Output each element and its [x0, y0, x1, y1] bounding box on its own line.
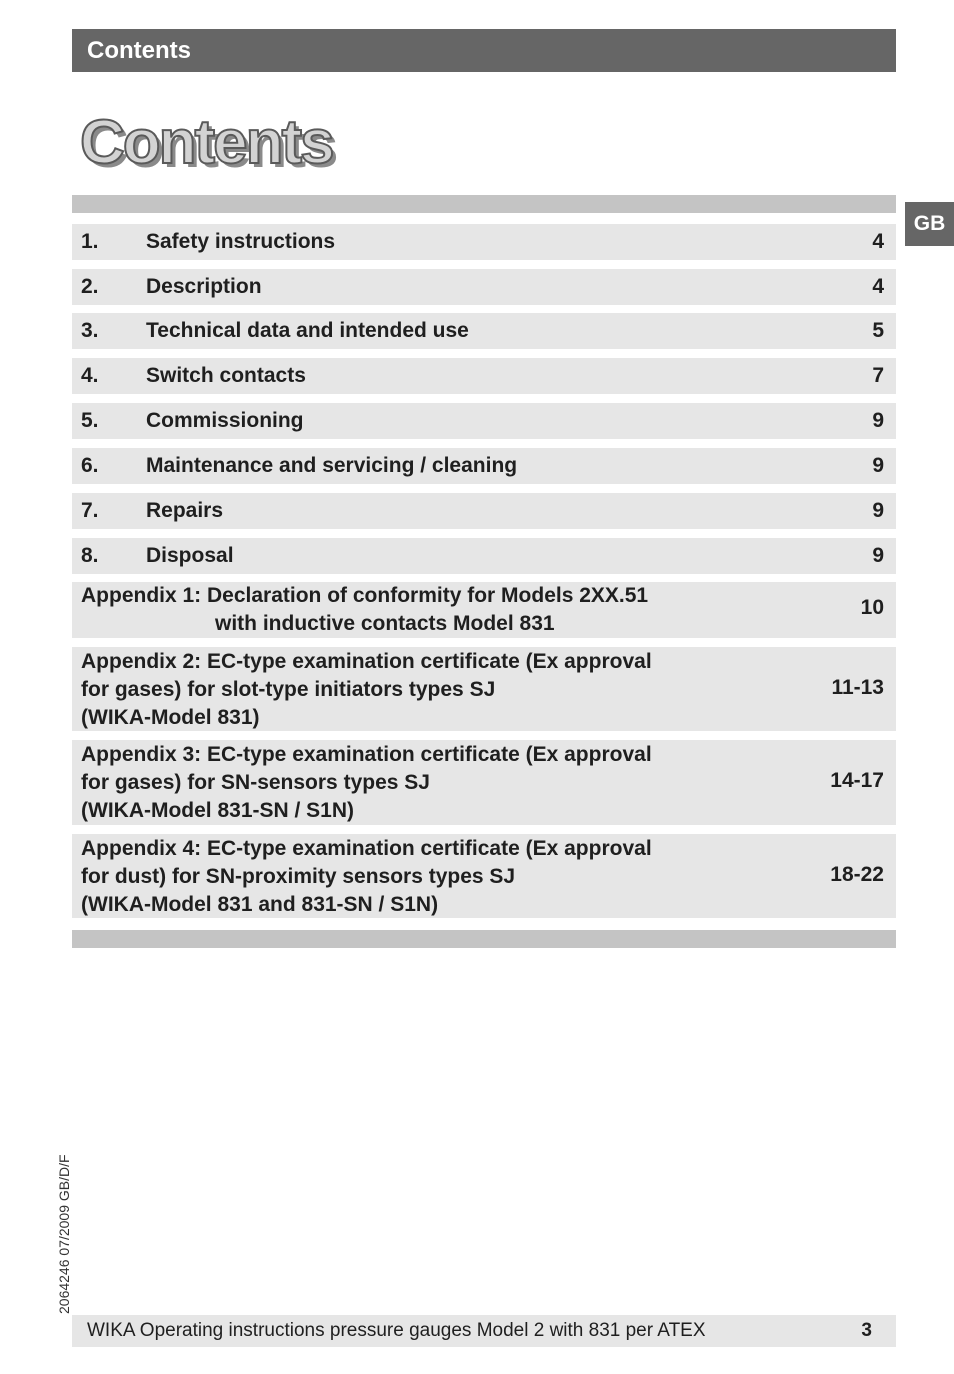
- toc-title: Safety instructions: [146, 230, 336, 253]
- toc-row-7[interactable]: [72, 493, 896, 529]
- toc-page: 7: [872, 364, 884, 387]
- toc-top-rule: [72, 195, 896, 213]
- toc-number: 7.: [81, 499, 99, 522]
- toc-number: 8.: [81, 544, 99, 567]
- appendix-text: [81, 835, 652, 919]
- toc-row-1[interactable]: [72, 224, 896, 260]
- appendix-line: for dust) for SN-proximity sensors types SJ: [81, 865, 516, 888]
- toc-page: 11-13: [831, 676, 884, 699]
- toc-row-2[interactable]: [72, 269, 896, 305]
- toc-title: Description: [146, 275, 262, 298]
- page-number: 3: [861, 1320, 872, 1341]
- footer-bar: [72, 1315, 896, 1347]
- toc-appendix-1[interactable]: [72, 582, 896, 638]
- appendix-line: (WIKA-Model 831-SN / S1N): [81, 799, 355, 822]
- toc-row-8[interactable]: [72, 538, 896, 574]
- toc-number: 4.: [81, 364, 99, 387]
- toc-number: 6.: [81, 454, 99, 477]
- appendix-line: Appendix 1: Declaration of conformity for Models 2XX.51: [81, 584, 649, 607]
- appendix-text: [81, 582, 648, 638]
- appendix-line: for gases) for slot-type initiators types SJ: [81, 678, 496, 701]
- appendix-line: Appendix 2: EC-type examination certificate (Ex approval: [81, 650, 652, 673]
- toc-number: 2.: [81, 275, 99, 298]
- toc-page: 9: [872, 454, 884, 477]
- appendix-line: with inductive contacts Model 831: [215, 612, 555, 635]
- toc-page: 14-17: [830, 769, 884, 792]
- toc-page: 18-22: [830, 863, 884, 886]
- toc-title: Maintenance and servicing / cleaning: [146, 454, 518, 477]
- appendix-line: (WIKA-Model 831): [81, 706, 260, 729]
- appendix-text: [81, 648, 652, 732]
- toc-row-5[interactable]: [72, 403, 896, 439]
- section-header-title: Contents: [87, 37, 191, 64]
- toc-page: 9: [872, 409, 884, 432]
- toc-appendix-2[interactable]: [72, 647, 896, 731]
- document-code: 2064246 07/2009 GB/D/F: [56, 1154, 72, 1314]
- toc-title: Disposal: [146, 544, 234, 567]
- toc-page: 4: [872, 275, 884, 298]
- language-tab[interactable]: GB: [905, 202, 954, 246]
- appendix-line: (WIKA-Model 831 and 831-SN / S1N): [81, 893, 439, 916]
- toc-number: 1.: [81, 230, 99, 253]
- toc-row-3[interactable]: [72, 313, 896, 349]
- toc-number: 3.: [81, 319, 99, 342]
- toc-page: 10: [860, 596, 884, 619]
- toc-title: Technical data and intended use: [146, 319, 469, 342]
- toc-page: 4: [872, 230, 884, 253]
- toc-row-4[interactable]: [72, 358, 896, 394]
- toc-bottom-rule: [72, 930, 896, 948]
- toc-title: Switch contacts: [146, 364, 306, 387]
- section-header-bar: [72, 29, 896, 72]
- toc-title: Commissioning: [146, 409, 304, 432]
- page-title: Contents: [80, 108, 333, 177]
- toc-page: 5: [872, 319, 884, 342]
- toc-appendix-3[interactable]: [72, 740, 896, 825]
- footer-text: WIKA Operating instructions pressure gauges Model 2 with 831 per ATEX: [87, 1320, 706, 1341]
- toc-row-6[interactable]: [72, 448, 896, 484]
- toc-page: 9: [872, 499, 884, 522]
- toc-page: 9: [872, 544, 884, 567]
- appendix-line: Appendix 4: EC-type examination certificate (Ex approval: [81, 837, 652, 860]
- appendix-line: Appendix 3: EC-type examination certificate (Ex approval: [81, 743, 652, 766]
- toc-number: 5.: [81, 409, 99, 432]
- toc-appendix-4[interactable]: [72, 834, 896, 918]
- toc-title: Repairs: [146, 499, 224, 522]
- appendix-text: [81, 741, 652, 825]
- appendix-line: for gases) for SN-sensors types SJ: [81, 771, 430, 794]
